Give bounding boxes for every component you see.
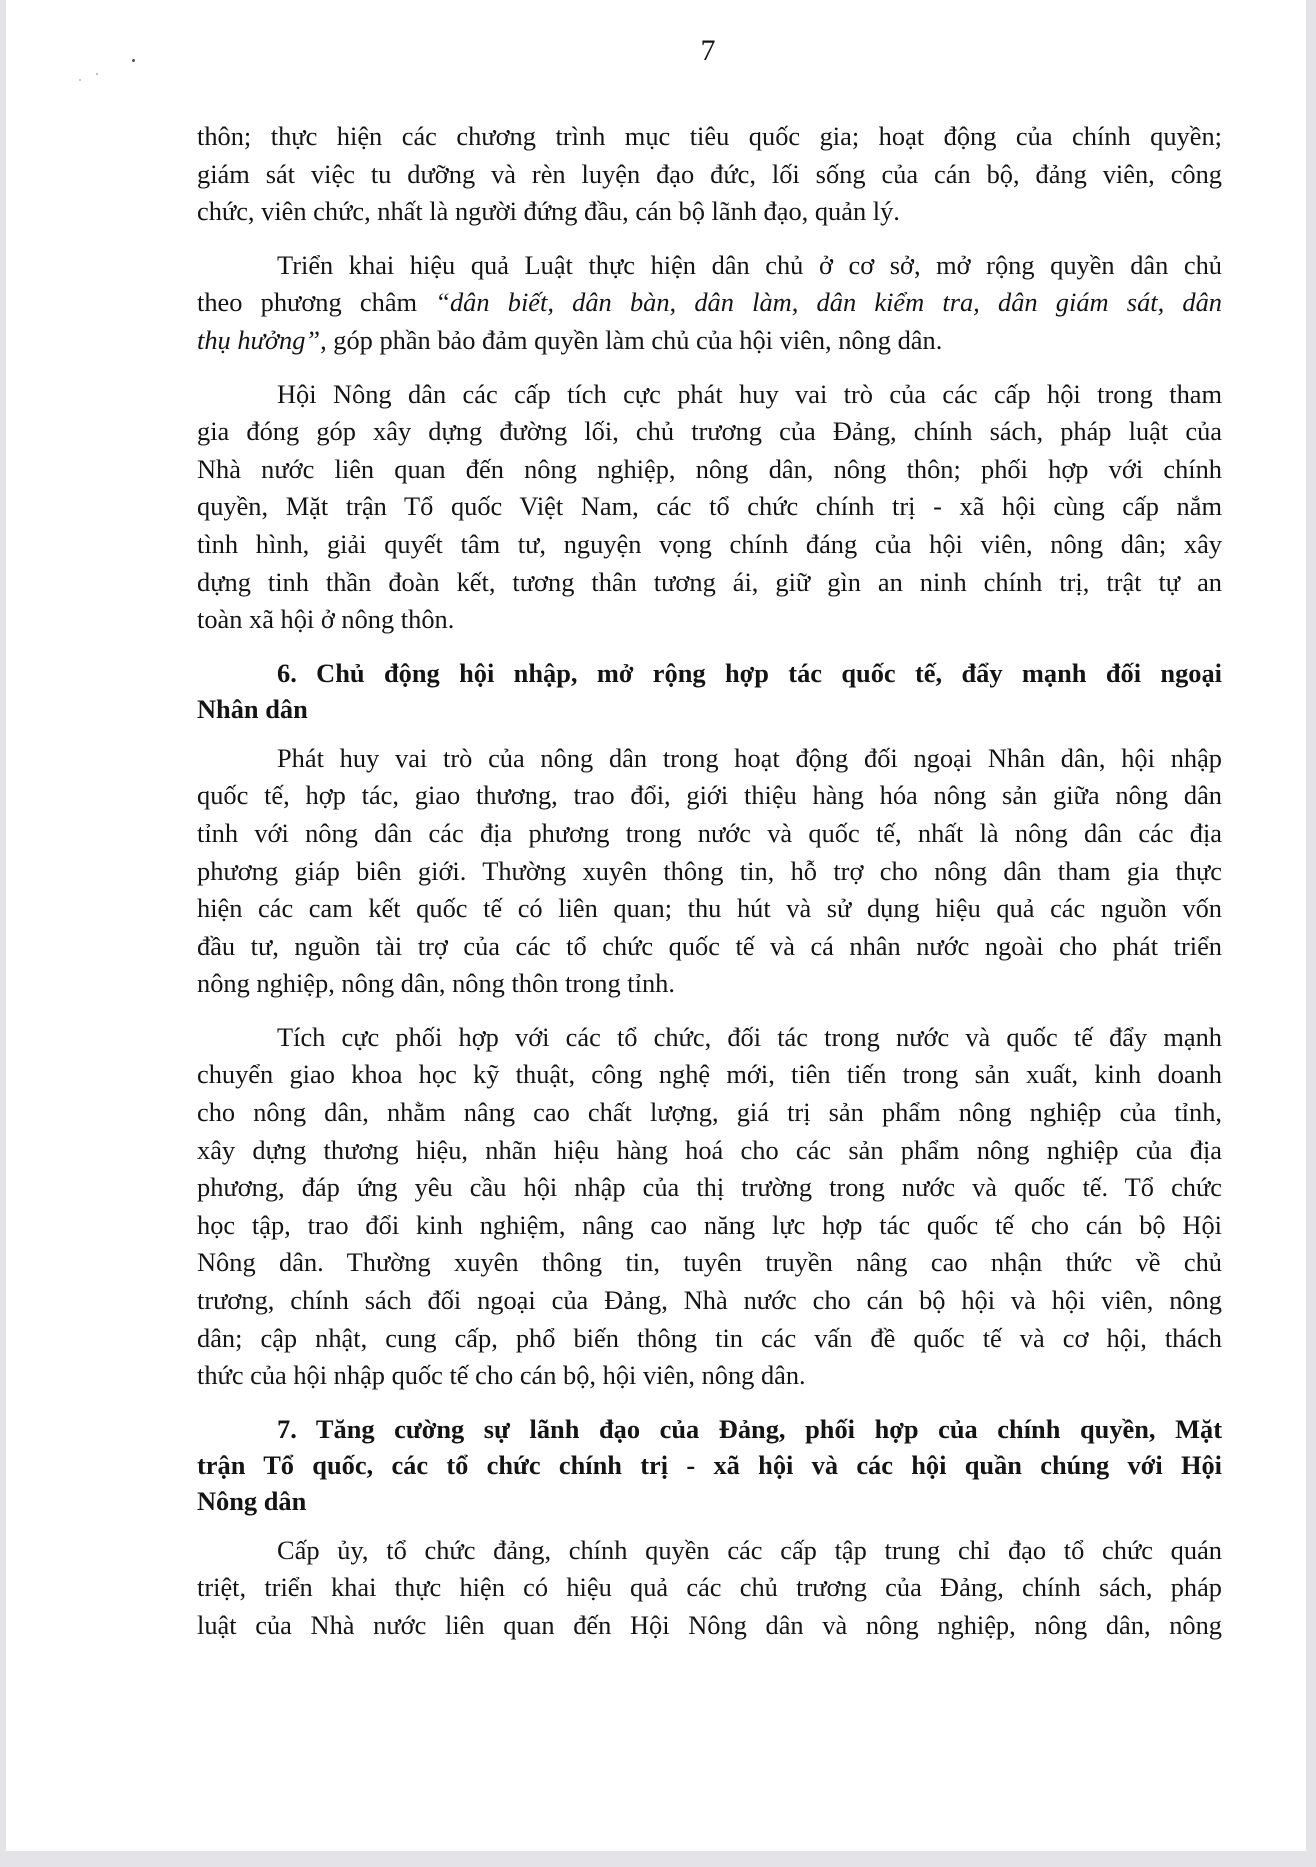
text-run: Tích cực phối hợp với các tổ chức, đối tác trong nước và quốc tế đẩy mạnh [277,1021,1222,1052]
text-line [197,928,1222,966]
text-line [197,1411,1222,1447]
text-run: triệt, triển khai thực hiện có hiệu quả các chủ trương của Đảng, chính sách, pháp [197,1572,1222,1603]
text-line [197,1357,1222,1395]
text-run: tỉnh với nông dân các địa phương trong nước và quốc tế, nhất là nông dân các địa [197,817,1222,848]
section-heading [197,1411,1222,1519]
paragraph [197,1019,1222,1395]
text-run: thức của hội nhập quốc tế cho cán bộ, hội viên, nông dân. [197,1360,806,1391]
text-run: Hội Nông dân các cấp tích cực phát huy vai trò của các cấp hội trong tham [277,378,1222,409]
text-line [197,655,1222,691]
text-run: theo phương châm [197,287,436,318]
italic-text: thụ hưởng” [197,324,321,355]
text-line [197,193,1222,231]
text-line [197,1532,1222,1570]
text-run: phương, đáp ứng yêu cầu hội nhập của thị trường trong nước và quốc tế. Tổ chức [197,1172,1222,1203]
page-number: 7 [700,34,716,67]
text-run: học tập, trao đổi kinh nghiệm, nâng cao năng lực hợp tác quốc tế cho cán bộ Hội [197,1209,1222,1240]
text-line [197,1132,1222,1170]
text-run: tình hình, giải quyết tâm tư, nguyện vọng chính đáng của hội viên, nông dân; xây [197,528,1222,559]
text-run: Nông dân [197,1485,307,1516]
text-line [197,1607,1222,1645]
text-line [197,1056,1222,1094]
text-line [197,247,1222,285]
paragraph [197,247,1222,360]
text-line [197,156,1222,194]
text-line [197,284,1222,322]
text-run: đầu tư, nguồn tài trợ của các tổ chức quốc tế và cá nhân nước ngoài cho phát triển [197,930,1222,961]
scan-speck [96,73,98,75]
text-line [197,1447,1222,1483]
text-run: quốc tế, hợp tác, giao thương, trao đổi, giới thiệu hàng hóa nông sản giữa nông dân [197,780,1222,811]
text-line [197,488,1222,526]
text-line [197,965,1222,1003]
text-line [197,777,1222,815]
text-run: cho nông dân, nhằm nâng cao chất lượng, giá trị sản phẩm nông nghiệp của tỉnh, [197,1097,1222,1128]
paragraph [197,376,1222,639]
text-line [197,1320,1222,1358]
text-line [197,376,1222,414]
text-run: hiện các cam kết quốc tế có liên quan; thu hút và sử dụng hiệu quả các nguồn vốn [197,893,1222,924]
text-run: thôn; thực hiện các chương trình mục tiêu quốc gia; hoạt động của chính quyền; [197,121,1222,151]
text-run: Phát huy vai trò của nông dân trong hoạt động đối ngoại Nhân dân, hội nhập [277,742,1222,773]
text-run: toàn xã hội ở nông thôn. [197,604,455,635]
document-body [197,118,1222,1661]
text-run: Triển khai hiệu quả Luật thực hiện dân chủ ở cơ sở, mở rộng quyền dân chủ [277,249,1222,280]
text-line [197,1019,1222,1057]
text-line [197,691,1222,727]
text-line [197,815,1222,853]
paragraph [197,118,1222,231]
text-line [197,322,1222,360]
scan-speck [132,59,135,62]
text-line [197,1483,1222,1519]
text-line [197,1282,1222,1320]
paragraph [197,740,1222,1003]
scan-speck [79,79,81,81]
text-run: 7. Tăng cường sự lãnh đạo của Đảng, phối hợp của chính quyền, Mặt [277,1413,1222,1444]
text-line [197,1244,1222,1282]
text-run: luật của Nhà nước liên quan đến Hội Nông dân và nông nghiệp, nông dân, nông [197,1610,1222,1640]
text-run: chuyển giao khoa học kỹ thuật, công nghệ mới, tiên tiến trong sản xuất, kinh doanh [197,1059,1222,1090]
text-line [197,601,1222,639]
text-line [197,118,1222,156]
text-line [197,564,1222,602]
text-run: xây dựng thương hiệu, nhãn hiệu hàng hoá cho các sản phẩm nông nghiệp của địa [197,1134,1222,1165]
text-line [197,1094,1222,1132]
text-run: Nhà nước liên quan đến nông nghiệp, nông dân, nông thôn; phối hợp với chính [197,453,1222,484]
text-run: phương giáp biên giới. Thường xuyên thông tin, hỗ trợ cho nông dân tham gia thực [197,855,1222,886]
text-line [197,1569,1222,1607]
text-run: chức, viên chức, nhất là người đứng đầu, cán bộ lãnh đạo, quản lý. [197,196,900,227]
text-run: quyền, Mặt trận Tổ quốc Việt Nam, các tổ chức chính trị - xã hội cùng cấp nắm [197,491,1222,522]
text-run: dân; cập nhật, cung cấp, phổ biến thông tin các vấn đề quốc tế và cơ hội, thách [197,1322,1222,1353]
text-run: , góp phần bảo đảm quyền làm chủ của hội viên, nông dân. [320,324,943,355]
text-line [197,1169,1222,1207]
document-page [6,0,1306,1851]
text-run: Nông dân. Thường xuyên thông tin, tuyên truyền nâng cao nhận thức về chủ [197,1247,1222,1278]
text-run: Cấp ủy, tổ chức đảng, chính quyền các cấp tập trung chỉ đạo tổ chức quán [277,1534,1222,1565]
text-line [197,413,1222,451]
text-line [197,740,1222,778]
text-line [197,526,1222,564]
text-run: Nhân dân [197,693,308,724]
text-run: dựng tinh thần đoàn kết, tương thân tương ái, giữ gìn an ninh chính trị, trật tự an [197,566,1222,597]
italic-text: “dân biết, dân bàn, dân làm, dân kiểm tra, dân giám sát, dân [435,287,1222,318]
text-run: giám sát việc tu dưỡng và rèn luyện đạo đức, lối sống của cán bộ, đảng viên, công [197,158,1222,189]
text-run: trương, chính sách đối ngoại của Đảng, Nhà nước cho cán bộ hội và hội viên, nông [197,1285,1222,1316]
text-line [197,853,1222,891]
text-run: 6. Chủ động hội nhập, mở rộng hợp tác quốc tế, đẩy mạnh đối ngoại [277,657,1222,688]
section-heading [197,655,1222,727]
text-run: nông nghiệp, nông dân, nông thôn trong tỉnh. [197,968,675,999]
text-run: gia đóng góp xây dựng đường lối, chủ trương của Đảng, chính sách, pháp luật của [197,416,1222,447]
text-run: trận Tổ quốc, các tổ chức chính trị - xã hội và các hội quần chúng với Hội [197,1449,1222,1480]
paragraph [197,1532,1222,1645]
text-line [197,451,1222,489]
text-line [197,1207,1222,1245]
text-line [197,890,1222,928]
